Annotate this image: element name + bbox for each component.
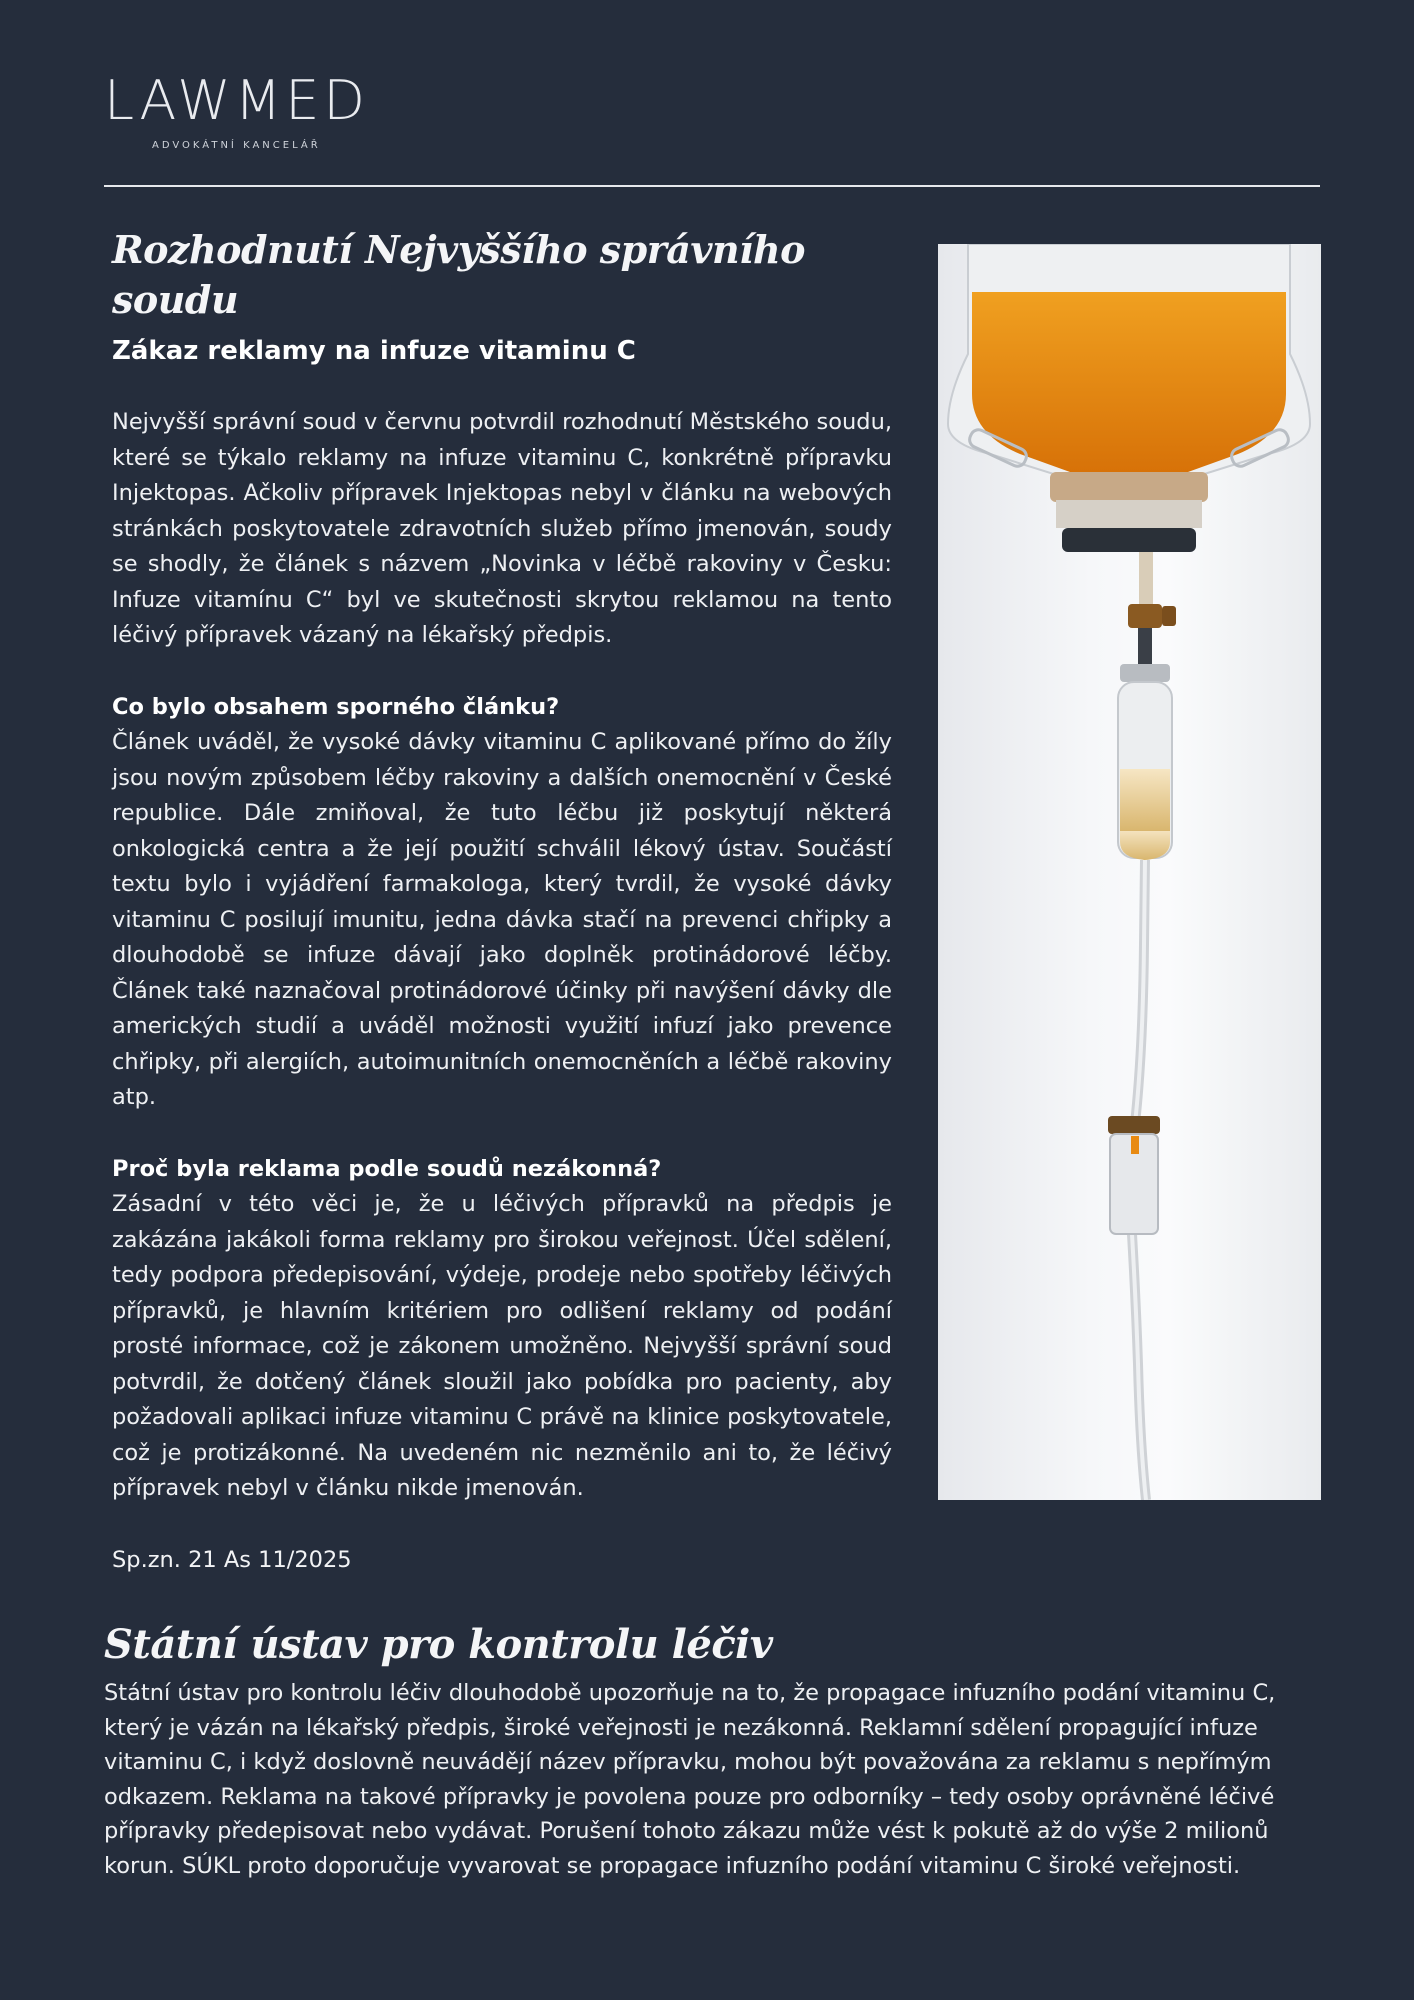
question-1-heading: Co bylo obsahem sporného článku? (112, 693, 560, 720)
iv-bag-photo (938, 244, 1321, 1500)
question-2-text: Zásadní v této věci je, že u léčivých přípravků na předpis je zakázána jakákoli forma reklamy pro širokou veřejnost. Účel sdělení, tedy podpora předepisování, výdeje, prodeje nebo spotřeby léčivých přípravků, je hlavním kritériem pro odlišení reklamy od podání prosté informace, což je zákonem umožněno. Nejvyšší správní soud potvrdil, že dotčený článek sloužil jako pobídka pro pacienty, aby požadovali aplikaci infuze vitaminu C právě na klinice poskytovatele, což je protizákonné. Na uvedeném nic nezměnilo ani to, že léčivý přípravek nebyl v článku nikde jmenován. (112, 1191, 892, 1501)
sukl-title: Státní ústav pro kontrolu léčiv (104, 1621, 773, 1668)
port-cap (1062, 528, 1196, 552)
article-subtitle: Zákaz reklamy na infuze vitaminu C (112, 336, 636, 366)
article-intro: Nejvyšší správní soud v červnu potvrdil rozhodnutí Městského soudu, které se týkalo reklamy na infuze vitaminu C, konkrétně přípravku Injektopas. Ačkoliv přípravek Injektopas nebyl v článku na webových stránkách poskytovatele zdravotních služeb přímo jmenován, soudy se shodly, že článek s názvem „Novinka v léčbě rakoviny v Česku: Infuze vitamínu C“ byl ve skutečnosti skrytou reklamou na tento léčivý přípravek vázaný na lékařský předpis. (112, 409, 892, 648)
sukl-section (104, 1620, 1320, 1883)
article-title: Rozhodnutí Nejvyššího správního soudu (112, 227, 805, 322)
iv-bag-illustration (938, 244, 1321, 1500)
lawmed-logo (104, 69, 380, 151)
port-collar (1056, 500, 1202, 528)
bag-liquid (972, 292, 1286, 472)
article-column (112, 225, 892, 1578)
roller-clamp-top (1108, 1116, 1160, 1134)
roller-wheel (1131, 1136, 1139, 1154)
vent-clamp (1128, 604, 1162, 628)
vent-cap (1162, 606, 1176, 626)
drip-chamber-top (1120, 664, 1170, 682)
header-divider (104, 185, 1320, 187)
spike (1139, 552, 1153, 604)
sukl-text: Státní ústav pro kontrolu léčiv dlouhodobě upozorňuje na to, že propagace infuzního podání vitaminu C, který je vázán na lékařský předpis, široké veřejnosti je nezákonná. Reklamní sdělení propagující infuze vitaminu C, i když doslovně neuvádějí název přípravku, mohou být považována za reklamu s nepřímým odkazem. Reklama na takové přípravky je povolena pouze pro odborníky – tedy osoby oprávněné léčivé přípravky předepisovat nebo vydávat. Porušení tohoto zákazu může vést k pokutě až do výše 2 milionů korun. SÚKL proto doporučuje vyvarovat se propagace infuzního podání vitaminu C široké veřejnosti. (104, 1680, 1276, 1879)
question-1-text: Článek uváděl, že vysoké dávky vitaminu C aplikované přímo do žíly jsou novým způsobem léčby rakoviny a dalších onemocnění v České republice. Dále zmiňoval, že tuto léčbu již poskytují některá onkologická centra a že její použití schválil lékový ústav. Součástí textu bylo i vyjádření farmakologa, který tvrdil, že vysoké dávky vitaminu C posilují imunitu, jedna dávka stačí na prevenci chřipky a dlouhodobě se infuze dávají jako doplněk protinádorové léčby. Článek také naznačoval protinádorové účinky při navýšení dávky dle amerických studií a uváděl možnosti využití infuzí jako prevence chřipky, při alergiích, autoimunitních onemocněních a léčbě rakoviny atp. (112, 729, 892, 1110)
drip-liquid-body (1120, 769, 1170, 831)
logo-tagline: ADVOKÁTNÍ KANCELÁŘ (152, 140, 321, 151)
spike-neck (1138, 628, 1152, 664)
logo-wordmark: LAWMED (104, 69, 369, 132)
question-2-heading: Proč byla reklama podle soudů nezákonná? (112, 1155, 662, 1182)
case-reference: Sp.zn. 21 As 11/2025 (112, 1546, 352, 1573)
port-ring (1050, 472, 1208, 502)
